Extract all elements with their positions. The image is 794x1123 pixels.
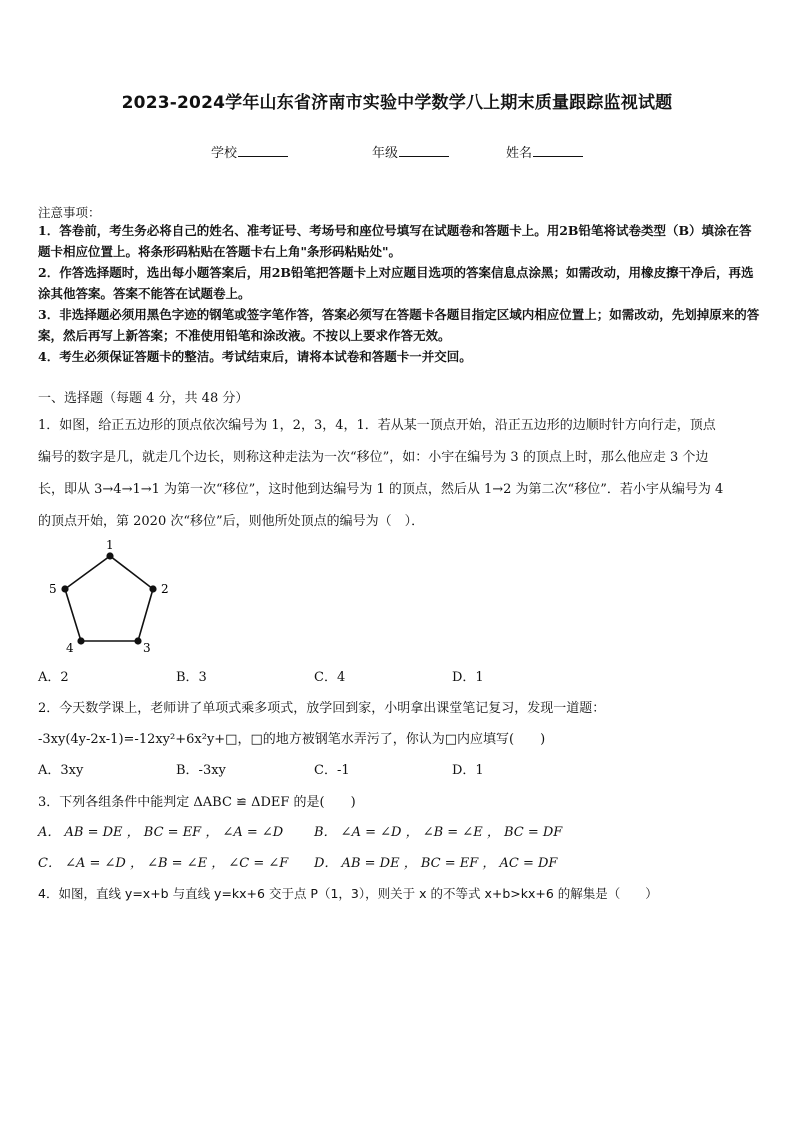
q2-option-c[interactable]: C．-1 xyxy=(314,763,350,778)
q1-line: 长，即从 3→4→1→1 为第一次“移位”，这时他到达编号为 1 的顶点，然后从 1→2 为第二次“移位”．若小宇从编号为 4 xyxy=(38,482,724,497)
note-item-4: 4．考生必须保证答题卡的整洁。考试结束后，请将本试卷和答题卡一并交回。 xyxy=(38,349,472,364)
name-field[interactable] xyxy=(506,142,583,161)
q3-option-a[interactable]: A． AB = DE ， BC = EF ， ∠A = ∠D xyxy=(38,825,284,840)
q1-line: 1．如图，给正五边形的顶点依次编号为 1，2，3，4，1．若从某一顶点开始，沿正五边形的边顺时针方向行走，顶点 xyxy=(38,418,716,433)
q1-option-d[interactable]: D．1 xyxy=(452,670,484,685)
q1-line: 的顶点开始，第 2020 次“移位”后，则他所处顶点的编号为（ ）． xyxy=(38,514,425,529)
name-blank[interactable] xyxy=(533,144,583,157)
q2-line-2: -3xy(4y-2x-1)=-12xy²+6x²y+□，□的地方被钢笔水弄污了，你认为□内应填写( ) xyxy=(38,732,546,747)
q1-option-c[interactable]: C．4 xyxy=(314,670,346,685)
vertex-dot-4 xyxy=(77,637,84,644)
vertex-dot-2 xyxy=(149,585,156,592)
vertex-label-4: 4 xyxy=(66,641,74,655)
page-title: 2023-2024学年山东省济南市实验中学数学八上期末质量跟踪监视试题 xyxy=(121,93,673,113)
vertex-dot-5 xyxy=(61,585,68,592)
q2-option-b[interactable]: B．-3xy xyxy=(176,763,226,778)
vertex-label-1: 1 xyxy=(106,538,114,552)
vertex-label-3: 3 xyxy=(143,641,151,655)
q3-option-b[interactable]: B． ∠A = ∠D ， ∠B = ∠E ， BC = DF xyxy=(314,825,563,840)
section-title: 一、选择题（每题 4 分，共 48 分） xyxy=(38,391,249,406)
vertex-dot-3 xyxy=(134,637,141,644)
grade-label: 年级 xyxy=(372,146,399,161)
q3-option-c[interactable]: C． ∠A = ∠D ， ∠B = ∠E ， ∠C = ∠F xyxy=(38,856,289,871)
note-item-3: 3．非选择题必须用黑色字迹的钢笔或签字笔作答，答案必须写在答题卡各题目指定区域内相应位置上；如需改动，先划掉原来的答案，然后再写上新答案；不准使用铅笔和涂改液。不按以上要求作答无效。 xyxy=(38,307,760,343)
school-field[interactable] xyxy=(211,142,288,161)
school-label: 学校 xyxy=(211,146,238,161)
grade-field[interactable] xyxy=(372,142,449,161)
q2-line-1: 2．今天数学课上，老师讲了单项式乘多项式，放学回到家，小明拿出课堂笔记复习，发现一道题： xyxy=(38,701,606,716)
vertex-label-2: 2 xyxy=(161,582,169,596)
q1-option-b[interactable]: B．3 xyxy=(176,670,207,685)
note-item-2: 2．作答选择题时，选出每小题答案后，用2B铅笔把答题卡上对应题目选项的答案信息点涂黑；如需改动，用橡皮擦干净后，再选涂其他答案。答案不能答在试题卷上。 xyxy=(38,265,754,301)
pentagon-outline xyxy=(65,556,153,641)
q1-line: 编号的数字是几，就走几个边长，则称这种走法为一次“移位”，如：小宇在编号为 3 的顶点上时，那么他应走 3 个边 xyxy=(38,450,709,465)
name-label: 姓名 xyxy=(506,146,533,161)
notes-title: 注意事项： xyxy=(38,205,101,220)
note-item-1: 1．答卷前，考生务必将自己的姓名、准考证号、考场号和座位号填写在试题卷和答题卡上。用2B铅笔将试卷类型（B）填涂在答题卡相应位置上。将条形码粘贴在答题卡右上角"条形码粘贴处"。 xyxy=(38,223,752,259)
q2-option-d[interactable]: D．1 xyxy=(452,763,484,778)
vertex-dot-1 xyxy=(106,552,113,559)
school-blank[interactable] xyxy=(238,144,288,157)
pentagon-figure xyxy=(44,535,184,660)
q2-option-a[interactable]: A．3xy xyxy=(38,763,84,778)
q3-option-d[interactable]: D． AB = DE ， BC = EF ， AC = DF xyxy=(314,856,558,871)
vertex-label-5: 5 xyxy=(49,582,57,596)
q3-line-1: 3．下列各组条件中能判定 ΔABC ≌ ΔDEF 的是( ) xyxy=(38,795,356,810)
q4-line-1: 4．如图，直线 y=x+b 与直线 y=kx+6 交于点 P（1，3），则关于 x 的不等式 x+b>kx+6 的解集是（ ） xyxy=(38,886,658,901)
q1-option-a[interactable]: A．2 xyxy=(38,670,69,685)
grade-blank[interactable] xyxy=(399,144,449,157)
